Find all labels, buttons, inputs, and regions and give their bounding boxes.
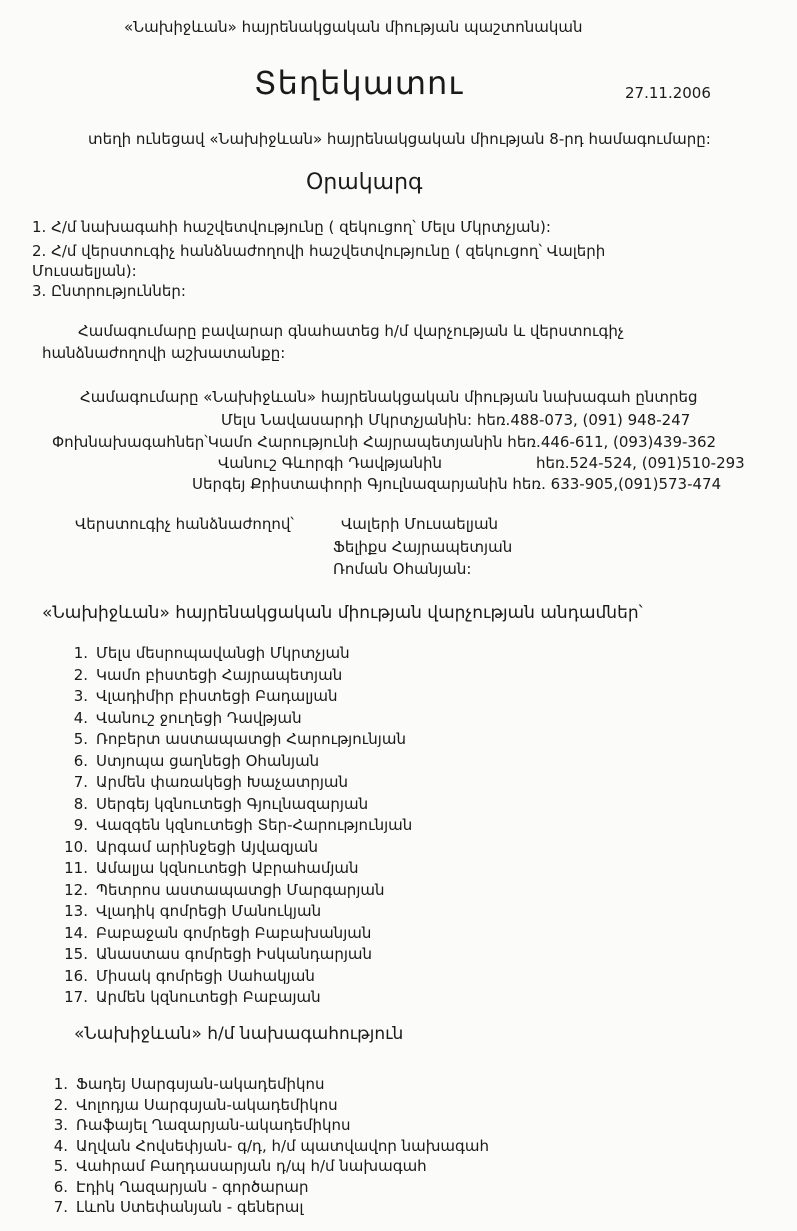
list-item: [42, 1136, 489, 1157]
item-number: 1.: [73, 644, 88, 662]
list-item: [62, 923, 412, 945]
item-number: 7.: [53, 1198, 68, 1216]
member-name: Վահրամ Բաղդասարյան դ/պ հ/մ նախագահ: [76, 1157, 427, 1175]
item-number: 5.: [53, 1157, 68, 1175]
member-name: Վանուշ ջուղեցի Դավթյան: [96, 708, 302, 727]
item-number: 13.: [64, 902, 88, 920]
list-item: [42, 1156, 489, 1177]
item-number: 3.: [53, 1116, 68, 1134]
agenda-item-2: 2. Հ/մ վերստուգիչ հանձնաժողովի հաշվետվությունը ( զեկուցող՝ Վալերի: [32, 242, 606, 260]
member-name: Վլադիմիր բիստեցի Բադալյան: [96, 687, 338, 705]
member-name: Վոլոդյա Սարգսյան-ակադեմիկոս: [76, 1095, 338, 1114]
president-line: Մելս Նավասարդի Մկրտչյանին: հեռ.488-073, (091) 948-247: [221, 411, 691, 429]
member-name: Ֆադեյ Սարգսյան-ակադեմիկոս: [76, 1075, 325, 1093]
member-name: Ռոբերտ աստապատցի Հարությունյան: [96, 730, 406, 748]
member-name: Սերգեյ կզնուտեցի Գյուլնազարյան: [96, 794, 369, 813]
list-item: [42, 1095, 489, 1116]
vice-president-3: Սերգեյ Քրիստափորի Գյուլնազարյանին հեռ. 633-905,(091)573-474: [192, 475, 722, 493]
member-name: Ամալյա կզնուտեցի Աբրահամյան: [96, 859, 359, 877]
list-item: [62, 665, 412, 687]
item-number: 15.: [64, 945, 88, 963]
presidium-list: [42, 1074, 489, 1218]
audit-member: Ֆելիքս Հայրապետյան: [333, 538, 513, 556]
list-item: [62, 708, 412, 730]
list-item: [62, 686, 412, 708]
list-item: [62, 794, 412, 816]
presidium-title: «Նախիջևան» հ/մ նախագահություն: [74, 1024, 404, 1044]
member-name: Էդիկ Ղազարյան - գործարար: [76, 1177, 309, 1196]
vice-president-1: Փոխնախագահներ՝Կամո Հարությունի Հայրապետյանին հեռ.446-611, (093)439-362: [52, 433, 717, 451]
item-number: 9.: [73, 816, 88, 834]
audit-label: Վերստուգիչ հանձնաժողով՝: [75, 515, 294, 533]
list-item: [62, 815, 412, 837]
item-number: 8.: [73, 794, 88, 813]
board-title: «Նախիջևան» հայրենակցական միության վարչության անդամներ՝: [42, 603, 643, 623]
list-item: [62, 643, 412, 665]
member-name: Անաստաս գոմրեցի Իսկանդարյան: [96, 945, 373, 963]
member-name: Ստյոպա ցաղնեցի Օհանյան: [96, 751, 320, 770]
list-item: [42, 1177, 489, 1198]
member-name: Աղվան Հովսեփյան- գ/դ, հ/մ պատվավոր նախագահ: [76, 1136, 490, 1155]
list-item: [62, 772, 412, 794]
list-item: [42, 1115, 489, 1136]
organization-line: «Նախիջևան» հայրենակցական միության պաշտոնական: [124, 18, 583, 36]
list-item: [62, 837, 412, 859]
member-name: Ռաֆայել Ղազարյան-ակադեմիկոս: [76, 1116, 351, 1134]
list-item: [42, 1197, 489, 1218]
vice-president-2-phone: հեռ.524-524, (091)510-293: [536, 454, 745, 472]
item-number: 7.: [73, 773, 88, 791]
list-item: [42, 1074, 489, 1095]
item-number: 10.: [64, 837, 88, 856]
member-name: Պետրոս աստապատցի Մարգարյան: [96, 880, 385, 899]
item-number: 4.: [73, 708, 88, 727]
member-name: Լևոն Ստեփանյան - գեներալ: [76, 1198, 304, 1216]
list-item: [62, 944, 412, 966]
approval-line-1: Համագումարը բավարար գնահատեց հ/մ վարչության և վերստուգիչ: [78, 322, 624, 340]
member-name: Վազգեն կզնուտեցի Տեր-Հարությունյան: [96, 816, 413, 834]
list-item: [62, 880, 412, 902]
audit-member: Ռոման Օհանյան:: [333, 560, 472, 578]
item-number: 6.: [53, 1177, 68, 1196]
item-number: 3.: [73, 687, 88, 705]
item-number: 5.: [73, 730, 88, 748]
member-name: Արմեն փառակեցի Խաչատրյան: [96, 773, 349, 791]
item-number: 16.: [64, 966, 88, 985]
list-item: [62, 966, 412, 988]
agenda-item-2-cont: Մուսաելյան):: [32, 262, 137, 280]
item-number: 11.: [64, 859, 88, 877]
page-title: Տեղեկատու: [254, 64, 464, 102]
item-number: 1.: [53, 1075, 68, 1093]
item-number: 17.: [64, 988, 88, 1006]
agenda-item-3: 3. Ընտրություններ:: [32, 282, 186, 300]
list-item: [62, 729, 412, 751]
elections-line: Համագումարը «Նախիջևան» հայրենակցական միության նախագահ ընտրեց: [80, 388, 698, 406]
member-name: Վլադիկ գոմրեցի Մանուկյան: [96, 902, 322, 920]
intro-line: տեղի ունեցավ «Նախիջևան» հայրենակցական միության 8-րդ համագումարը:: [88, 130, 711, 148]
item-number: 2.: [73, 665, 88, 684]
list-item: [62, 901, 412, 923]
audit-member: Վալերի Մուսաելյան: [341, 515, 499, 533]
member-name: Կամո բիստեցի Հայրապետյան: [96, 665, 343, 684]
item-number: 2.: [53, 1095, 68, 1114]
member-name: Արմեն կզնուտեցի Բաբայան: [96, 988, 321, 1006]
member-name: Արգամ արինջեցի Այվազյան: [96, 837, 318, 856]
vice-president-2-name: Վանուշ Գևորգի Դավթյանին: [218, 454, 443, 472]
item-number: 12.: [64, 880, 88, 899]
list-item: [62, 751, 412, 773]
document-date: 27.11.2006: [625, 84, 711, 102]
board-members-list: [62, 643, 412, 1009]
list-item: [62, 858, 412, 880]
approval-line-2: հանձնաժողովի աշխատանքը:: [42, 344, 286, 362]
member-name: Մելս մեսրոպավանցի Մկրտչյան: [96, 644, 350, 662]
member-name: Բաբաջան գոմրեցի Բաբախանյան: [96, 923, 372, 942]
item-number: 14.: [64, 923, 88, 942]
member-name: Միսակ գոմրեցի Սահակյան: [96, 966, 315, 985]
agenda-title: Օրակարգ: [306, 170, 423, 195]
agenda-item-1: 1. Հ/մ նախագահի հաշվետվությունը ( զեկուցող՝ Մելս Մկրտչյան):: [32, 218, 551, 236]
item-number: 4.: [53, 1136, 68, 1155]
list-item: [62, 987, 412, 1009]
item-number: 6.: [73, 751, 88, 770]
